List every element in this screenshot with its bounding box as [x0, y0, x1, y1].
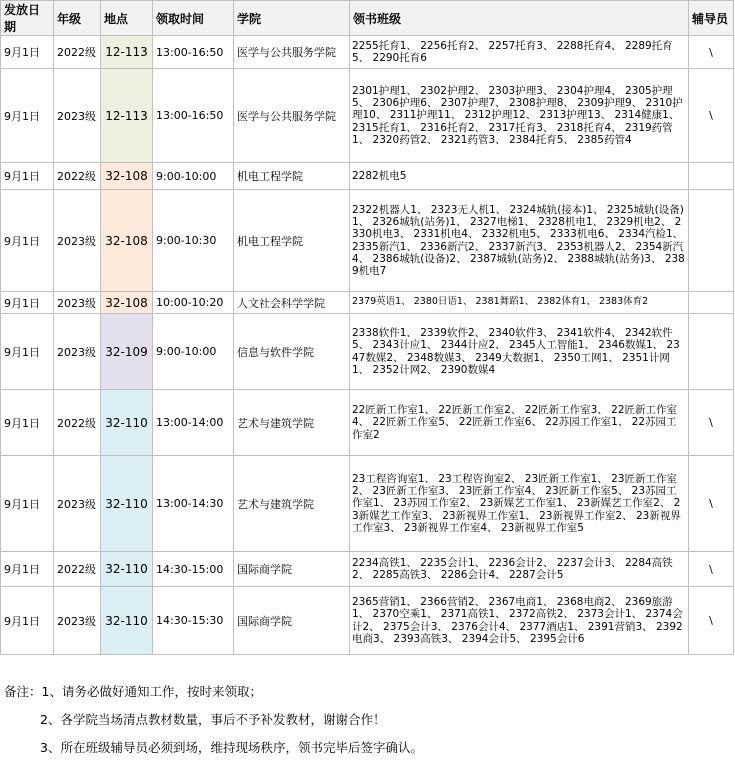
header-college: 学院	[234, 1, 350, 36]
cell-classes: 2338软件1、 2339软件2、 2340软件3、 2341软件4、 2342软件5、 2343计应1、 2344计应2、 2345人工智能1、 2346数媒1、 2347数媒2、 2348数媒3、 2349大数据1、 2350工网1、 2351计网1、 2352计网2、 2390数媒4	[350, 314, 689, 390]
cell-location: 32-108	[101, 190, 153, 292]
cell-classes: 2365营销1、 2366营销2、 2367电商1、 2368电商2、 2369旅游1、 2370空乘1、 2371高铁1、 2372高铁2、 2373会计1、 2374会计2、 2375会计3、 2376会计4、 2377酒店1、 2391营销3、 2392电商3、 2393高铁3、 2394会计5、 2395会计6	[350, 587, 689, 655]
table-row	[1, 587, 734, 655]
header-counselor: 辅导员	[689, 1, 734, 36]
header-time: 领取时间	[153, 1, 234, 36]
cell-counselor	[689, 292, 734, 314]
cell-college: 机电工程学院	[234, 163, 350, 190]
cell-college: 机电工程学院	[234, 190, 350, 292]
cell-date: 9月1日	[1, 456, 54, 552]
cell-college: 人文社会科学学院	[234, 292, 350, 314]
cell-college: 艺术与建筑学院	[234, 390, 350, 456]
cell-classes: 2322机器人1、 2323无人机1、 2324城轨(接本)1、 2325城轨(设备)1、 2326城轨(站务)1、 2327电梯1、 2328机电1、 2329机电2、 2330机电3、 2331机电4、 2332机电5、 2333机电6、 2334汽检1、 2335新汽1、 2336新汽2、 2337新汽3、 2353机器人2、 2354新汽4、 2386城轨(设备)2、 2387城轨(站务)2、 2388城轨(站务)3、 2389机电7	[350, 190, 689, 292]
cell-date: 9月1日	[1, 390, 54, 456]
cell-classes: 2282机电5	[350, 163, 689, 190]
cell-date: 9月1日	[1, 36, 54, 69]
cell-time: 10:00-10:20	[153, 292, 234, 314]
table-row	[1, 292, 734, 314]
cell-location: 32-110	[101, 587, 153, 655]
cell-date: 9月1日	[1, 190, 54, 292]
cell-college: 信息与软件学院	[234, 314, 350, 390]
cell-time: 9:00-10:30	[153, 190, 234, 292]
header-location: 地点	[101, 1, 153, 36]
cell-classes: 22匠新工作室1、 22匠新工作室2、 22匠新工作室3、 22匠新工作室4、 22匠新工作室5、 22匠新工作室6、 22苏园工作室1、 22苏园工作室2	[350, 390, 689, 456]
cell-date: 9月1日	[1, 69, 54, 163]
cell-classes: 2234高铁1、 2235会计1、 2236会计2、 2237会计3、 2284高铁2、 2285高铁3、 2286会计4、 2287会计5	[350, 552, 689, 587]
table-row	[1, 163, 734, 190]
table-row	[1, 69, 734, 163]
table-row	[1, 552, 734, 587]
cell-college: 医学与公共服务学院	[234, 36, 350, 69]
cell-classes: 2301护理1、 2302护理2、 2303护理3、 2304护理4、 2305护理5、 2306护理6、 2307护理7、 2308护理8、 2309护理9、 2310护理10、 2311护理11、 2312护理12、 2313护理13、 2314健康1、 2315托育1、 2316托育2、 2317托育3、 2318托育4、 2319药管1、 2320药管2、 2321药管3、 2384托育5、 2385药管4	[350, 69, 689, 163]
header-grade: 年级	[54, 1, 101, 36]
cell-college: 医学与公共服务学院	[234, 69, 350, 163]
cell-date: 9月1日	[1, 587, 54, 655]
cell-time: 13:00-16:50	[153, 36, 234, 69]
cell-counselor: \	[689, 552, 734, 587]
cell-classes: 2379英语1、 2380日语1、 2381舞蹈1、 2382体育1、 2383体育2	[350, 292, 689, 314]
cell-grade: 2023级	[54, 292, 101, 314]
header-row	[1, 1, 734, 36]
cell-time: 9:00-10:00	[153, 314, 234, 390]
table-row	[1, 36, 734, 69]
table-row	[1, 314, 734, 390]
table-row	[1, 456, 734, 552]
cell-location: 32-110	[101, 390, 153, 456]
cell-location: 32-108	[101, 292, 153, 314]
cell-counselor: \	[689, 390, 734, 456]
cell-grade: 2022级	[54, 390, 101, 456]
cell-time: 13:00-16:50	[153, 69, 234, 163]
cell-date: 9月1日	[1, 292, 54, 314]
cell-grade: 2022级	[54, 36, 101, 69]
cell-location: 32-110	[101, 552, 153, 587]
cell-time: 14:30-15:30	[153, 587, 234, 655]
cell-date: 9月1日	[1, 552, 54, 587]
cell-counselor: \	[689, 69, 734, 163]
cell-time: 9:00-10:00	[153, 163, 234, 190]
cell-location: 32-109	[101, 314, 153, 390]
cell-counselor	[689, 190, 734, 292]
note-2: 2、各学院当场清点教材数量，事后不予补发教材，谢谢合作！	[40, 712, 386, 727]
note-1: 备注：1、请务必做好通知工作，按时来领取；	[4, 684, 262, 699]
table-row	[1, 190, 734, 292]
cell-classes: 23工程咨询室1、 23工程咨询室2、 23匠新工作室1、 23匠新工作室2、 23匠新工作室3、 23匠新工作室4、 23匠新工作室5、 23苏园工作室1、 23苏园工作室2、 23新媒艺工作室1、 23新媒艺工作室2、 23新媒艺工作室3、 23新视界工作室1、 23新视界工作室2、 23新视界工作室3、 23新视界工作室4、 23新视界工作室5	[350, 456, 689, 552]
cell-college: 国际商学院	[234, 587, 350, 655]
cell-college: 国际商学院	[234, 552, 350, 587]
cell-grade: 2023级	[54, 69, 101, 163]
cell-location: 32-108	[101, 163, 153, 190]
cell-counselor: \	[689, 36, 734, 69]
cell-grade: 2023级	[54, 190, 101, 292]
cell-counselor	[689, 314, 734, 390]
header-classes: 领书班级	[350, 1, 689, 36]
cell-date: 9月1日	[1, 163, 54, 190]
notes-section	[0, 678, 733, 762]
table-row	[1, 390, 734, 456]
cell-grade: 2022级	[54, 552, 101, 587]
cell-grade: 2023级	[54, 314, 101, 390]
cell-location: 32-110	[101, 456, 153, 552]
cell-time: 14:30-15:00	[153, 552, 234, 587]
cell-counselor: \	[689, 456, 734, 552]
header-date: 发放日期	[1, 1, 54, 36]
cell-counselor	[689, 163, 734, 190]
note-3: 3、所在班级辅导员必须到场，维持现场秩序，领书完毕后签字确认。	[40, 740, 423, 755]
cell-classes: 2255托育1、 2256托育2、 2257托育3、 2288托育4、 2289托育5、 2290托育6	[350, 36, 689, 69]
cell-time: 13:00-14:30	[153, 456, 234, 552]
cell-counselor: \	[689, 587, 734, 655]
cell-location: 12-113	[101, 69, 153, 163]
cell-grade: 2023级	[54, 587, 101, 655]
cell-time: 13:00-14:00	[153, 390, 234, 456]
cell-location: 12-113	[101, 36, 153, 69]
cell-grade: 2022级	[54, 163, 101, 190]
cell-date: 9月1日	[1, 314, 54, 390]
cell-college: 艺术与建筑学院	[234, 456, 350, 552]
cell-grade: 2023级	[54, 456, 101, 552]
